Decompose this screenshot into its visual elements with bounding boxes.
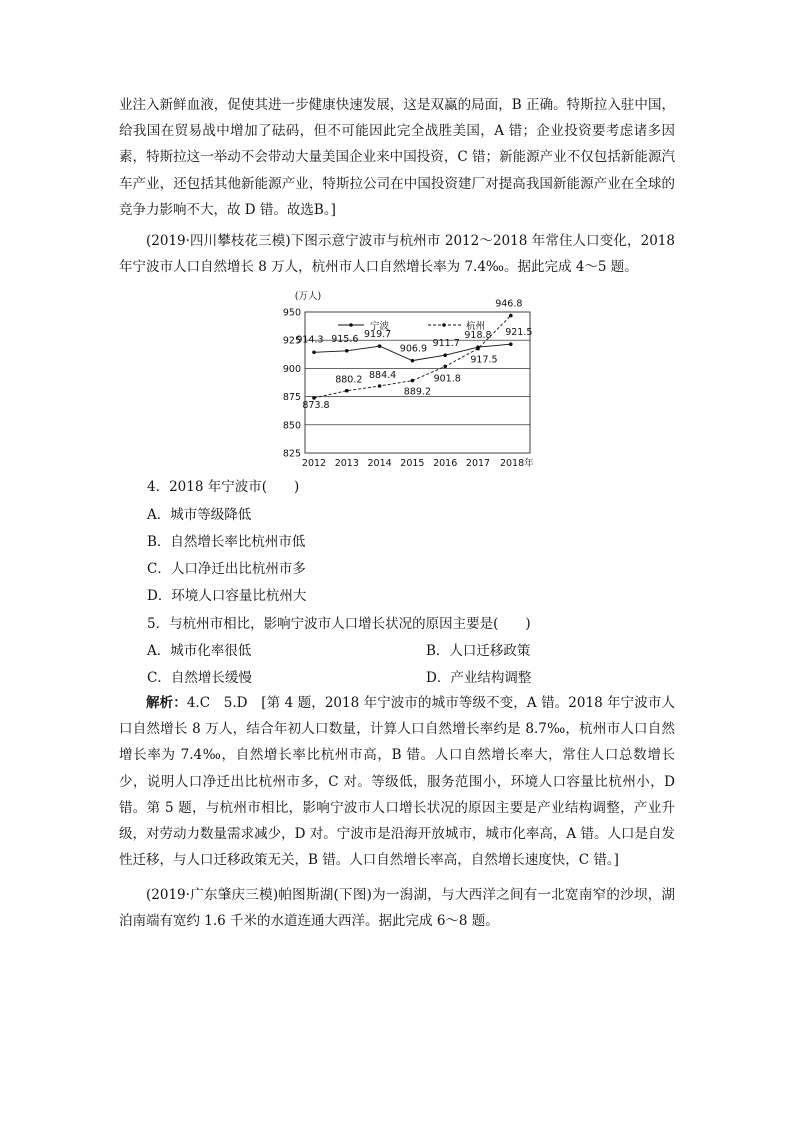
q4-option-b: B．自然增长率比杭州市低 <box>147 534 306 550</box>
legend-marker-hangzhou <box>442 323 446 327</box>
y-tick-label: 850 <box>282 420 301 432</box>
q5-stem: 5．与杭州市相比，影响宁波市人口增长状况的原因主要是( ) <box>147 616 531 632</box>
y-tick-label: 875 <box>282 392 301 404</box>
data-point <box>378 384 382 388</box>
data-point <box>509 314 513 318</box>
question-stem-4-5: (2019·四川攀枝花三模)下图示意宁波市与杭州市 2012～2018 年常住人口变化，2018 年宁波市人口自然增长 8 万人，杭州市人口自然增长率为 7.4‰。据此完成 4～5 题。 <box>119 233 675 276</box>
legend-marker-ningbo <box>349 323 353 327</box>
q4-option-a: A．城市等级降低 <box>147 507 252 523</box>
x-tick-label: 2014 <box>367 458 392 469</box>
data-label: 911.7 <box>432 338 460 350</box>
data-label: 906.9 <box>399 343 428 355</box>
y-axis-label: (万人) <box>294 291 322 302</box>
data-point <box>411 379 415 383</box>
y-tick-label: 825 <box>282 448 301 460</box>
data-point <box>476 347 480 351</box>
x-tick-label: 2017 <box>465 458 491 469</box>
q5-option-c: C．自然增长缓慢 <box>147 670 252 686</box>
data-point <box>443 353 447 357</box>
data-point <box>345 389 349 393</box>
data-label: 917.5 <box>470 354 498 366</box>
chart-legend <box>338 320 485 332</box>
analysis-label: 解析： <box>146 695 187 711</box>
population-line-chart <box>278 285 548 469</box>
data-point <box>443 365 447 369</box>
data-label: 914.3 <box>296 334 324 346</box>
data-point <box>378 344 382 348</box>
data-label: 918.8 <box>464 330 492 342</box>
data-point <box>345 349 349 353</box>
y-tick-label: 925 <box>282 335 301 347</box>
data-label: 915.6 <box>331 333 359 345</box>
x-tick-label: 2013 <box>334 458 359 469</box>
data-point <box>509 342 513 346</box>
data-point <box>411 359 415 363</box>
q5-option-b: B．人口迁移政策 <box>426 643 531 659</box>
q4-option-d: D．环境人口容量比杭州大 <box>147 588 307 604</box>
data-label: 921.5 <box>505 327 533 339</box>
data-point <box>312 350 316 354</box>
q4-option-c: C．人口净迁出比杭州市多 <box>147 561 306 577</box>
q5-option-d: D．产业结构调整 <box>426 670 532 686</box>
data-label: 946.8 <box>495 298 523 310</box>
question-stem-6-8: (2019·广东肇庆三模)帕图斯湖(下图)为一潟湖，与大西洋之间有一北宽南窄的沙坝，湖泊南端有宽约 1.6 千米的水道连通大西洋。据此完成 6～8 题。 <box>119 887 675 930</box>
data-label: 889.2 <box>403 386 432 398</box>
x-tick-label: 2015 <box>400 458 425 469</box>
x-tick-label: 2018年 <box>499 458 534 469</box>
x-tick-label: 2012 <box>301 458 327 469</box>
data-label: 880.2 <box>335 374 363 386</box>
y-tick-label: 950 <box>282 307 301 319</box>
data-label: 884.4 <box>368 369 397 381</box>
y-tick-label: 900 <box>282 363 301 375</box>
analysis-text: 4.C 5.D [第 4 题，2018 年宁波市的城市等级不变，A 错。2018 年宁波市人口自然增长 8 万人，结合年初人口数量，计算人口自然增长率约是 8.7‰，杭州市人口自然增长率为 7.4‰，自然增长率比杭州市高，B 错。人口自然增长率大，常住人口总数增长少，说明人口净迁出比杭州市多，C 对。等级低，服务范围小，环境人口容量比杭州小，D 错。第 5 题，与杭州市相比，影响宁波市人口增长状况的原因主要是产业结构调整，产业升级，对劳动力数量需求减少，D 对。宁波市是沿海开放城市，城市化率高，A 错。人口是自发性迁移，与人口迁移政策无关，B 错。人口自然增长率高，自然增长速度快，C 错。] <box>119 695 676 869</box>
data-label: 919.7 <box>363 329 392 341</box>
analysis-paragraph <box>119 690 675 873</box>
intro-paragraph: 业注入新鲜血液，促使其进一步健康快速发展，这是双赢的局面，B 正确。特斯拉入驻中国，给我国在贸易战中增加了砝码，但不可能因此完全战胜美国，A 错；企业投资要考虑诸多因素，特斯拉这一举动不会带动大量美国企业来中国投资，C 错；新能源产业不仅包括新能源汽车产业，还包括其他新能源产业，特斯拉公司在中国投资建厂对提高我国新能源产业在全球的竞争力影响不大，故 D 错。故选B。] <box>119 97 675 218</box>
q5-option-a: A．城市化率很低 <box>147 643 252 659</box>
data-label: 873.8 <box>302 399 330 411</box>
legend-label-hangzhou: 杭州 <box>466 321 486 332</box>
data-label: 901.8 <box>433 373 461 385</box>
q4-stem: 4．2018 年宁波市( ) <box>147 479 300 495</box>
x-tick-label: 2016 <box>433 458 458 469</box>
legend-label-ningbo: 宁波 <box>370 321 390 332</box>
